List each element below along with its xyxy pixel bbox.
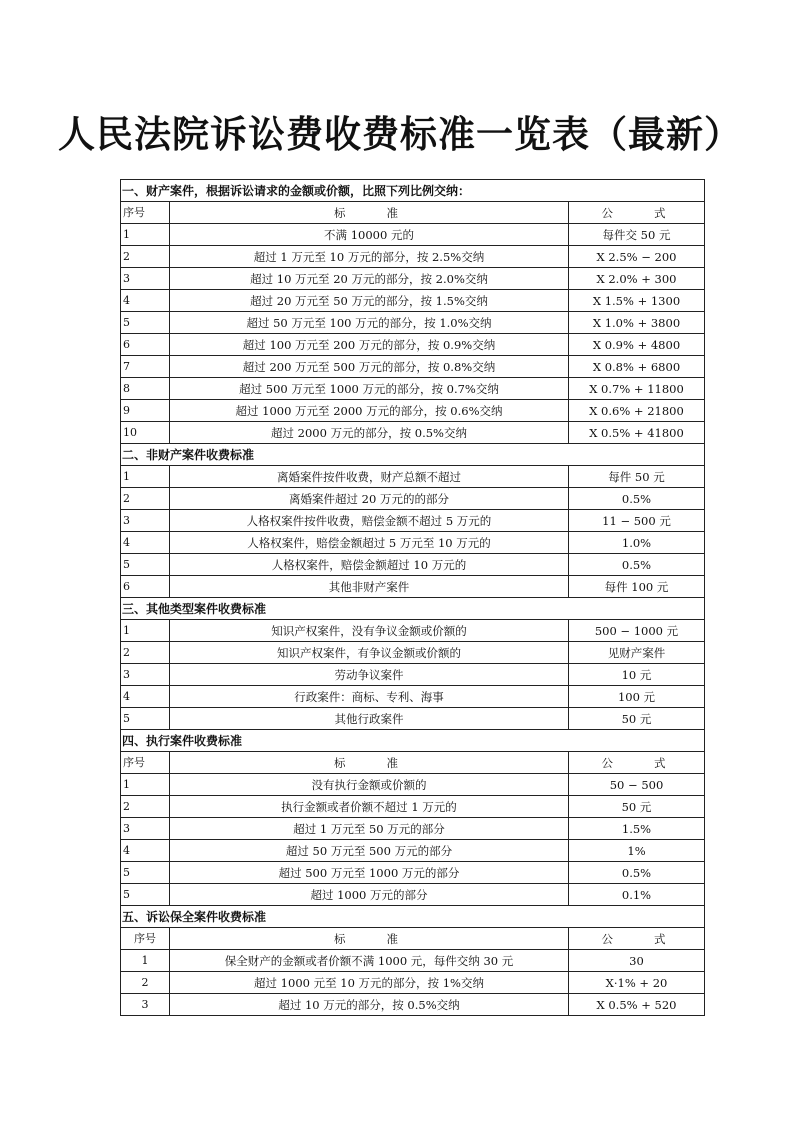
- row-number: 1: [121, 774, 170, 796]
- row-formula: X 2.0% + 300: [569, 268, 705, 290]
- table-row: [121, 466, 705, 488]
- row-number: 1: [121, 950, 170, 972]
- row-number: 7: [121, 356, 170, 378]
- row-standard: 超过 50 万元至 500 万元的部分: [170, 840, 569, 862]
- section-heading: 三、其他类型案件收费标准: [121, 598, 705, 620]
- header-no: 序号: [121, 202, 170, 224]
- row-formula: 每件 50 元: [569, 466, 705, 488]
- row-number: 1: [121, 466, 170, 488]
- row-number: 4: [121, 290, 170, 312]
- row-formula: 见财产案件: [569, 642, 705, 664]
- column-header-row: [121, 752, 705, 774]
- row-standard: 超过 1000 万元的部分: [170, 884, 569, 906]
- row-formula: 11 − 500 元: [569, 510, 705, 532]
- row-formula: X 0.6% + 21800: [569, 400, 705, 422]
- row-number: 2: [121, 246, 170, 268]
- row-number: 1: [121, 224, 170, 246]
- fee-table: [120, 179, 705, 1016]
- row-number: 3: [121, 994, 170, 1016]
- table-row: [121, 620, 705, 642]
- row-number: 2: [121, 642, 170, 664]
- table-row: [121, 950, 705, 972]
- row-standard: 超过 1000 万元至 2000 万元的部分，按 0.6%交纳: [170, 400, 569, 422]
- table-row: [121, 422, 705, 444]
- header-standard: 标 准: [170, 928, 569, 950]
- row-number: 4: [121, 686, 170, 708]
- table-row: [121, 312, 705, 334]
- row-standard: 行政案件：商标、专利、海事: [170, 686, 569, 708]
- row-number: 3: [121, 664, 170, 686]
- row-number: 2: [121, 488, 170, 510]
- row-formula: X·1% + 20: [569, 972, 705, 994]
- header-formula: 公 式: [569, 928, 705, 950]
- row-formula: X 2.5% − 200: [569, 246, 705, 268]
- header-no: 序号: [121, 752, 170, 774]
- table-row: [121, 884, 705, 906]
- row-number: 5: [121, 554, 170, 576]
- table-row: [121, 642, 705, 664]
- row-standard: 超过 1 万元至 50 万元的部分: [170, 818, 569, 840]
- table-row: [121, 334, 705, 356]
- table-row: [121, 246, 705, 268]
- row-number: 3: [121, 268, 170, 290]
- row-standard: 人格权案件，赔偿金额超过 5 万元至 10 万元的: [170, 532, 569, 554]
- row-number: 8: [121, 378, 170, 400]
- row-standard: 超过 50 万元至 100 万元的部分，按 1.0%交纳: [170, 312, 569, 334]
- row-formula: 10 元: [569, 664, 705, 686]
- row-number: 5: [121, 862, 170, 884]
- row-standard: 人格权案件，赔偿金额超过 10 万元的: [170, 554, 569, 576]
- column-header-row: [121, 202, 705, 224]
- row-standard: 保全财产的金额或者价额不满 1000 元，每件交纳 30 元: [170, 950, 569, 972]
- section-heading-row: [121, 180, 705, 202]
- row-standard: 离婚案件超过 20 万元的的部分: [170, 488, 569, 510]
- row-number: 9: [121, 400, 170, 422]
- row-formula: X 0.7% + 11800: [569, 378, 705, 400]
- row-standard: 其他非财产案件: [170, 576, 569, 598]
- section-heading-row: [121, 730, 705, 752]
- row-standard: 超过 500 万元至 1000 万元的部分: [170, 862, 569, 884]
- table-row: [121, 664, 705, 686]
- row-standard: 超过 1 万元至 10 万元的部分，按 2.5%交纳: [170, 246, 569, 268]
- table-row: [121, 796, 705, 818]
- table-row: [121, 532, 705, 554]
- table-row: [121, 994, 705, 1016]
- row-standard: 超过 2000 万元的部分，按 0.5%交纳: [170, 422, 569, 444]
- table-row: [121, 774, 705, 796]
- row-formula: X 1.5% + 1300: [569, 290, 705, 312]
- row-number: 4: [121, 840, 170, 862]
- row-formula: 1.5%: [569, 818, 705, 840]
- row-formula: X 0.5% + 520: [569, 994, 705, 1016]
- row-formula: 50 元: [569, 796, 705, 818]
- table-row: [121, 356, 705, 378]
- row-number: 10: [121, 422, 170, 444]
- header-standard: 标 准: [170, 202, 569, 224]
- table-row: [121, 818, 705, 840]
- row-standard: 超过 100 万元至 200 万元的部分，按 0.9%交纳: [170, 334, 569, 356]
- row-standard: 不满 10000 元的: [170, 224, 569, 246]
- row-formula: 0.1%: [569, 884, 705, 906]
- table-row: [121, 862, 705, 884]
- row-standard: 超过 1000 元至 10 万元的部分，按 1%交纳: [170, 972, 569, 994]
- page-title: 人民法院诉讼费收费标准一览表（最新）: [58, 112, 742, 156]
- row-standard: 超过 10 万元至 20 万元的部分，按 2.0%交纳: [170, 268, 569, 290]
- header-no: 序号: [121, 928, 170, 950]
- row-standard: 执行金额或者价额不超过 1 万元的: [170, 796, 569, 818]
- row-formula: 0.5%: [569, 554, 705, 576]
- table-row: [121, 290, 705, 312]
- table-row: [121, 576, 705, 598]
- header-standard: 标 准: [170, 752, 569, 774]
- table-row: [121, 840, 705, 862]
- table-row: [121, 510, 705, 532]
- row-number: 5: [121, 312, 170, 334]
- column-header-row: [121, 928, 705, 950]
- section-heading: 四、执行案件收费标准: [121, 730, 705, 752]
- row-standard: 超过 500 万元至 1000 万元的部分，按 0.7%交纳: [170, 378, 569, 400]
- row-formula: 1.0%: [569, 532, 705, 554]
- row-standard: 其他行政案件: [170, 708, 569, 730]
- row-standard: 劳动争议案件: [170, 664, 569, 686]
- header-formula: 公 式: [569, 202, 705, 224]
- table-row: [121, 686, 705, 708]
- table-row: [121, 400, 705, 422]
- row-formula: X 0.9% + 4800: [569, 334, 705, 356]
- row-formula: 50 − 500: [569, 774, 705, 796]
- row-formula: 100 元: [569, 686, 705, 708]
- row-number: 2: [121, 796, 170, 818]
- table-row: [121, 224, 705, 246]
- row-number: 4: [121, 532, 170, 554]
- row-standard: 离婚案件按件收费，财产总额不超过: [170, 466, 569, 488]
- row-standard: 人格权案件按件收费，赔偿金额不超过 5 万元的: [170, 510, 569, 532]
- row-standard: 超过 200 万元至 500 万元的部分，按 0.8%交纳: [170, 356, 569, 378]
- row-number: 1: [121, 620, 170, 642]
- row-formula: X 1.0% + 3800: [569, 312, 705, 334]
- row-formula: X 0.5% + 41800: [569, 422, 705, 444]
- table-row: [121, 708, 705, 730]
- row-formula: X 0.8% + 6800: [569, 356, 705, 378]
- row-number: 5: [121, 708, 170, 730]
- row-number: 5: [121, 884, 170, 906]
- section-heading-row: [121, 598, 705, 620]
- table-row: [121, 554, 705, 576]
- row-number: 6: [121, 576, 170, 598]
- row-number: 3: [121, 818, 170, 840]
- row-formula: 50 元: [569, 708, 705, 730]
- table-row: [121, 268, 705, 290]
- row-standard: 没有执行金额或价额的: [170, 774, 569, 796]
- row-formula: 0.5%: [569, 862, 705, 884]
- section-heading-row: [121, 444, 705, 466]
- row-formula: 1%: [569, 840, 705, 862]
- section-heading-row: [121, 906, 705, 928]
- row-number: 2: [121, 972, 170, 994]
- table-row: [121, 972, 705, 994]
- table-row: [121, 488, 705, 510]
- row-formula: 每件 100 元: [569, 576, 705, 598]
- section-heading: 五、诉讼保全案件收费标准: [121, 906, 705, 928]
- section-heading: 二、非财产案件收费标准: [121, 444, 705, 466]
- row-number: 6: [121, 334, 170, 356]
- section-heading: 一、财产案件，根据诉讼请求的金额或价额，比照下列比例交纳：: [121, 180, 705, 202]
- row-formula: 每件交 50 元: [569, 224, 705, 246]
- row-standard: 超过 10 万元的部分，按 0.5%交纳: [170, 994, 569, 1016]
- row-standard: 知识产权案件，有争议金额或价额的: [170, 642, 569, 664]
- header-formula: 公 式: [569, 752, 705, 774]
- row-standard: 超过 20 万元至 50 万元的部分，按 1.5%交纳: [170, 290, 569, 312]
- row-formula: 0.5%: [569, 488, 705, 510]
- row-formula: 500 − 1000 元: [569, 620, 705, 642]
- row-formula: 30: [569, 950, 705, 972]
- row-standard: 知识产权案件，没有争议金额或价额的: [170, 620, 569, 642]
- table-row: [121, 378, 705, 400]
- row-number: 3: [121, 510, 170, 532]
